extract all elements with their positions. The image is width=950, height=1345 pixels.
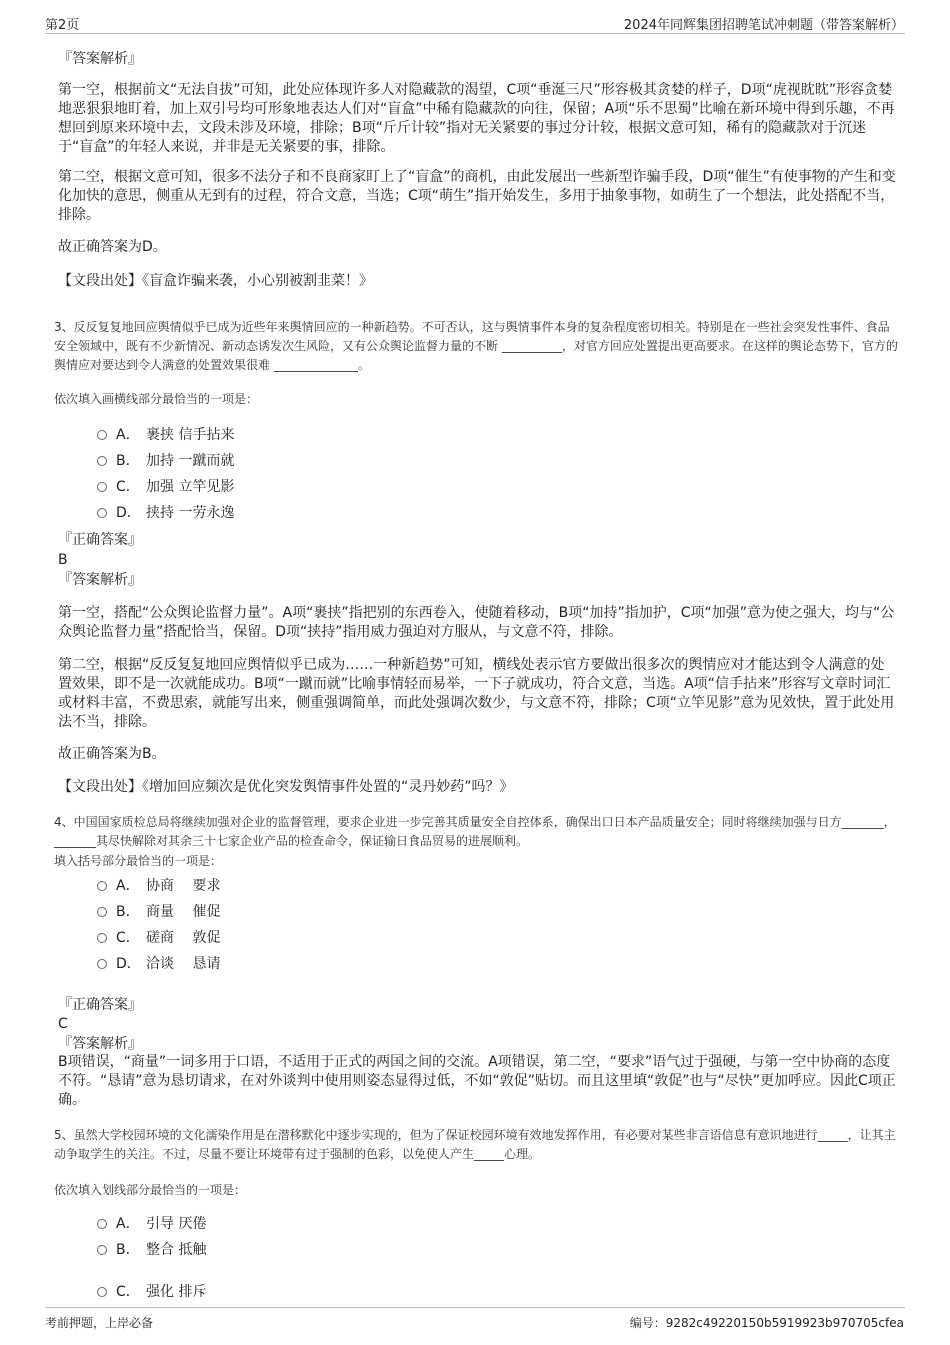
option-text: 引导 厌倦 xyxy=(146,1216,207,1232)
option-text: 裹挟 信手拈来 xyxy=(146,427,235,443)
option-text: 挟持 一劳永逸 xyxy=(146,505,235,521)
document-title: 2024年同辉集团招聘笔试冲刺题（带答案解析） xyxy=(623,18,904,33)
q4-instruction: 填入括号部分最恰当的一项是： xyxy=(54,854,223,868)
option-letter: B． xyxy=(116,1242,140,1258)
radio-button-icon[interactable] xyxy=(97,456,107,466)
q5-instruction: 依次填入划线部分最恰当的一项是： xyxy=(54,1183,247,1197)
option-letter: D． xyxy=(116,956,141,972)
option-text: 强化 排斥 xyxy=(146,1284,207,1300)
radio-button-icon[interactable] xyxy=(97,508,107,518)
option-text: 协商 要求 xyxy=(146,878,221,894)
option-letter: B． xyxy=(116,453,140,469)
q4-answer: C xyxy=(58,1016,68,1032)
radio-button-icon[interactable] xyxy=(97,881,107,891)
radio-button-icon[interactable] xyxy=(97,933,107,943)
q3-analysis-label: 『答案解析』 xyxy=(58,572,142,588)
footer-slogan: 考前押题，上岸必备 xyxy=(45,1316,154,1330)
q4-option-d[interactable] xyxy=(97,955,220,974)
q3-option-c[interactable] xyxy=(97,478,234,497)
q3-analysis-p2: 第二空，根据“反反复复地回应舆情似乎已成为……一种新趋势”可知，横线处表示官方要做出很多次的舆情应对才能达到令人满意的处置效果，即不是一次就能成功。B项“一蹴而就”比喻事情轻而易举，一下子就成功，符合文意，当选。A项“信手拈来”形容写文章时词汇或材料丰富，不费思索，就能写出来，侧重强调简单，而此处强调次数少，与文意不符，排除；C项“立竿见影”意为见效快，置于此处用法不当，排除。 xyxy=(58,657,895,730)
q3-instruction: 依次填入画横线部分最恰当的一项是： xyxy=(54,392,259,406)
q2-conclusion: 故正确答案为D。 xyxy=(58,239,167,255)
option-letter: C． xyxy=(116,479,140,495)
option-letter: C． xyxy=(116,1284,140,1300)
option-text: 洽谈 恳请 xyxy=(146,956,221,972)
q5-option-a[interactable] xyxy=(97,1215,206,1234)
option-letter: C． xyxy=(116,930,140,946)
option-text: 商量 催促 xyxy=(146,904,221,920)
q4-option-a[interactable] xyxy=(97,877,220,896)
q3-conclusion: 故正确答案为B。 xyxy=(58,746,166,762)
radio-button-icon[interactable] xyxy=(97,907,107,917)
header-divider xyxy=(45,33,905,34)
radio-button-icon[interactable] xyxy=(97,959,107,969)
q2-analysis-p1: 第一空，根据前文“无法自拔”可知，此处应体现许多人对隐藏款的渴望，C项“垂涎三尺”形容极其贪婪的样子，D项“虎视眈眈”形容贪婪地恶狠狠地盯着，加上双引号均可形象地表达人们对“盲盒”中稀有隐藏款的向往，保留；A项“乐不思蜀”比喻在新环境中得到乐趣，不再想回到原来环境中去，文段未涉及环境，排除；B项“斤斤计较”指对无关紧要的事过分计较，根据文意可知，稀有的隐藏款对于沉迷于“盲盒”的年轻人来说，并非是无关紧要的事，排除。 xyxy=(58,82,895,155)
q4-analysis-label: 『答案解析』 xyxy=(58,1036,142,1052)
option-text: 磋商 敦促 xyxy=(146,930,221,946)
document-id: 编号：9282c49220150b5919923b970705cfea xyxy=(629,1316,904,1330)
q2-analysis-p2: 第二空，根据文意可知，很多不法分子和不良商家盯上了“盲盒”的商机，由此发展出一些新型诈骗手段，D项“催生”有使事物的产生和变化加快的意思，侧重从无到有的过程，符合文意，当选；C项“萌生”指开始发生，多用于抽象事物，如萌生了一个想法，此处搭配不当，排除。 xyxy=(58,169,896,223)
q3-analysis-p1: 第一空，搭配“公众舆论监督力量”。A项“裹挟”指把别的东西卷入，使随着移动，B项“加持”指加护，C项“加强”意为使之强大，均与“公众舆论监督力量”搭配恰当，保留。D项“挟持”指用威力强迫对方服从，与文意不符，排除。 xyxy=(58,605,895,640)
option-letter: A． xyxy=(116,427,140,443)
option-letter: D． xyxy=(116,505,141,521)
q3-option-b[interactable] xyxy=(97,452,234,471)
q4-option-c[interactable] xyxy=(97,929,220,948)
q4-option-b[interactable] xyxy=(97,903,220,922)
option-text: 加持 一蹴而就 xyxy=(146,453,235,469)
q5-option-b[interactable] xyxy=(97,1241,206,1260)
footer-divider xyxy=(45,1307,905,1308)
q3-option-a[interactable] xyxy=(97,426,234,445)
radio-button-icon[interactable] xyxy=(97,1219,107,1229)
page-number: 第2页 xyxy=(45,18,80,33)
q4-analysis: B项错误，“商量”一词多用于口语，不适用于正式的两国之间的交流。A项错误，第二空，“要求”语气过于强硬，与第一空中协商的态度不符。“恳请”意为恳切请求，在对外谈判中使用则姿态显得过低，不如“敦促”贴切。而且这里填“敦促”也与“尽快”更加呼应。因此C项正确。 xyxy=(58,1054,896,1108)
q2-source: 【文段出处】《盲盒诈骗来袭，小心别被割韭菜！》 xyxy=(58,273,373,289)
q3-stem: 3、反反复复地回应舆情似乎已成为近些年来舆情回应的一种新趋势。不可否认，这与舆情事件本身的复杂程度密切相关。特别是在一些社会突发性事件、食品安全领域中，既有不少新情况、新动态诱发次生风险，又有公众舆论监督力量的不断 __________，对官方回应处置提出更高要求。在这样的舆论态势下，官方的舆情应对要达到令人满意的处置效果很难 ______________。 xyxy=(54,320,898,372)
q3-answer: B xyxy=(58,552,68,568)
q4-stem: 4、中国国家质检总局将继续加强对企业的监督管理，要求企业进一步完善其质量安全自控体系，确保出口日本产品质量安全；同时将继续加强与日方_______，_______其尽快解除对其余三十七家企业产品的检查命令，保证输日食品贸易的进展顺利。 xyxy=(54,815,896,848)
option-letter: A． xyxy=(116,1216,140,1232)
radio-button-icon[interactable] xyxy=(97,482,107,492)
radio-button-icon[interactable] xyxy=(97,1287,107,1297)
option-letter: B． xyxy=(116,904,140,920)
q5-stem: 5、虽然大学校园环境的文化濡染作用是在潜移默化中逐步实现的，但为了保证校园环境有效地发挥作用，有必要对某些非言语信息有意识地进行_____，让其主动争取学生的关注。不过，尽量不要让环境带有过于强制的色彩，以免使人产生_____心理。 xyxy=(54,1128,896,1161)
q3-source: 【文段出处】《增加回应频次是优化突发舆情事件处置的“灵丹妙药”吗？》 xyxy=(58,779,514,795)
q5-option-c[interactable] xyxy=(97,1283,206,1302)
option-text: 加强 立竿见影 xyxy=(146,479,235,495)
q2-analysis-label: 『答案解析』 xyxy=(58,51,142,67)
option-letter: A． xyxy=(116,878,140,894)
option-text: 整合 抵触 xyxy=(146,1242,207,1258)
q3-option-d[interactable] xyxy=(97,504,234,523)
q4-answer-label: 『正确答案』 xyxy=(58,997,142,1013)
radio-button-icon[interactable] xyxy=(97,1245,107,1255)
radio-button-icon[interactable] xyxy=(97,430,107,440)
q3-answer-label: 『正确答案』 xyxy=(58,532,142,548)
